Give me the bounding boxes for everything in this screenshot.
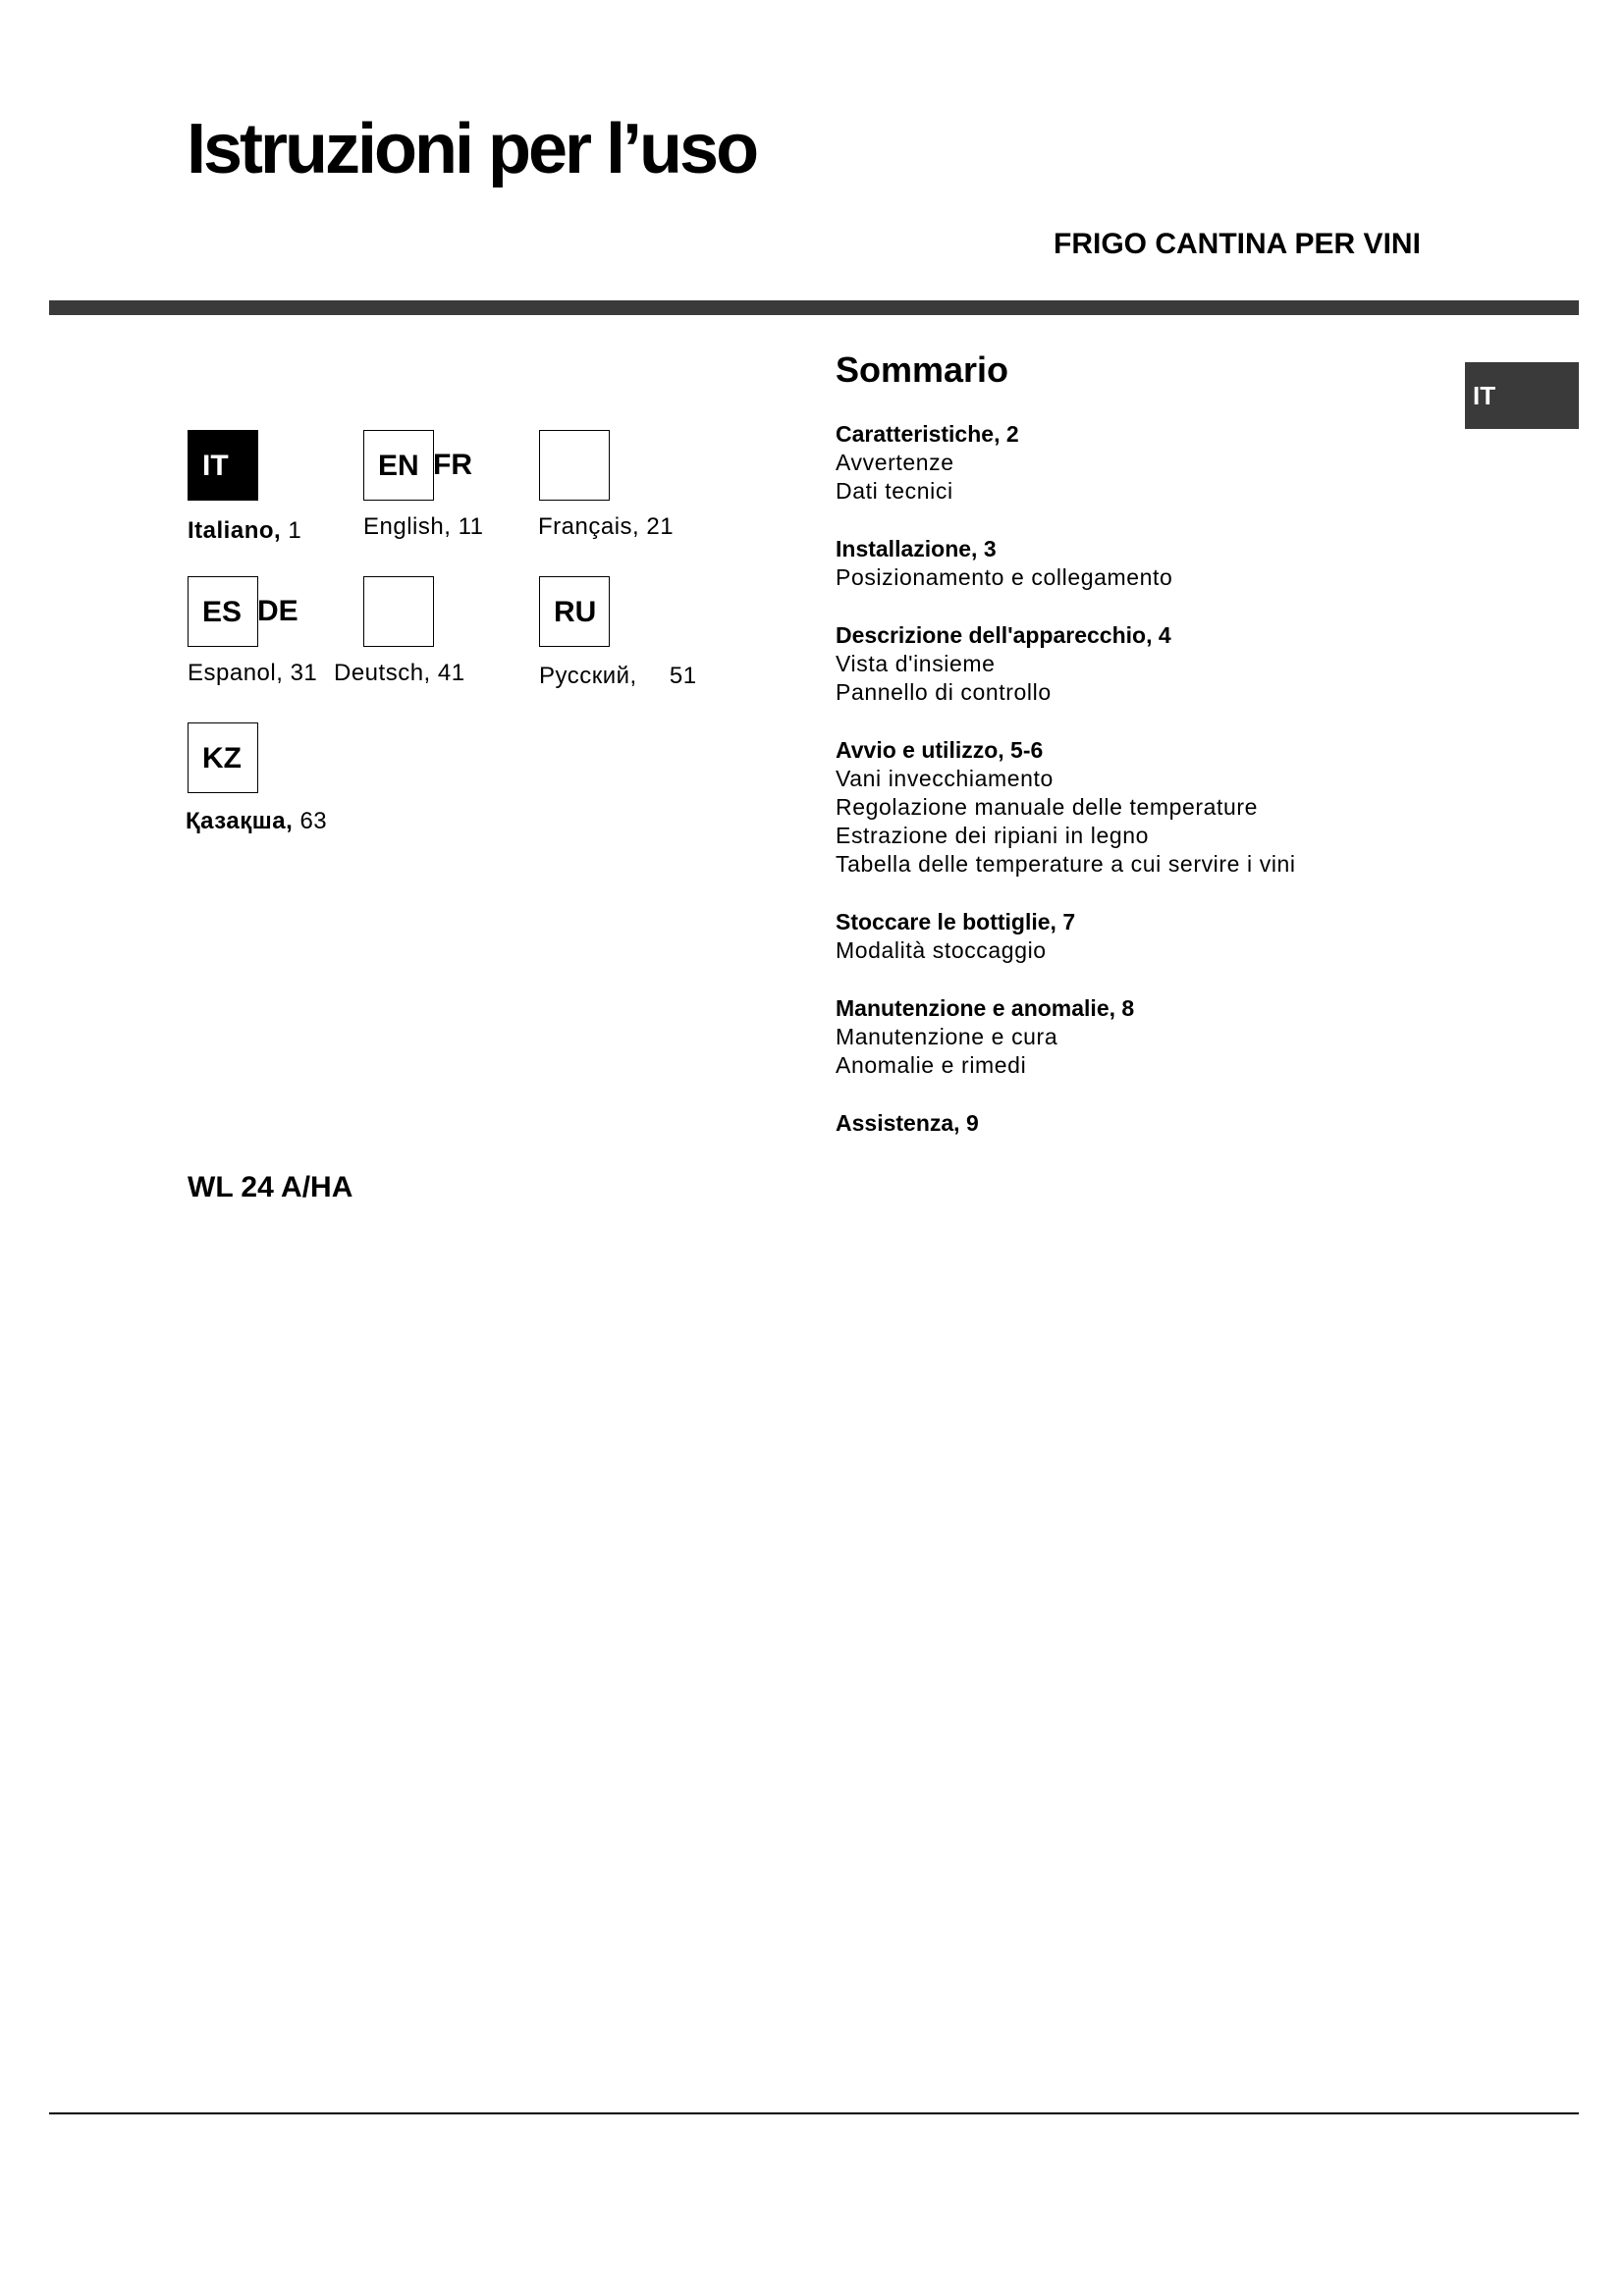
- toc-item[interactable]: Tabella delle temperature a cui servire i vini: [836, 851, 1296, 877]
- lang-page: 31: [290, 660, 318, 686]
- lang-box-kz[interactable]: KZ: [188, 722, 258, 793]
- lang-box-fr[interactable]: [539, 430, 610, 501]
- toc-item[interactable]: Avvertenze: [836, 450, 954, 475]
- lang-page: 21: [646, 513, 675, 540]
- language-tab: IT: [1465, 362, 1579, 429]
- lang-page: 51: [669, 663, 697, 689]
- toc-heading[interactable]: Caratteristiche, 2: [836, 421, 1019, 447]
- model-number: WL 24 A/HA: [188, 1171, 353, 1203]
- toc-section: [836, 736, 1444, 879]
- toc-heading[interactable]: Descrizione dell'apparecchio, 4: [836, 622, 1171, 648]
- toc-section: [836, 535, 1444, 592]
- toc-heading[interactable]: Installazione, 3: [836, 536, 997, 561]
- toc-section: [836, 908, 1444, 965]
- lang-code-fr: FR: [433, 449, 472, 481]
- toc-item[interactable]: Dati tecnici: [836, 478, 953, 504]
- footer-divider: [49, 2112, 1579, 2114]
- lang-code-de: DE: [257, 595, 298, 627]
- lang-label-fr[interactable]: [538, 513, 674, 541]
- lang-box-es[interactable]: ES: [188, 576, 258, 647]
- toc-item[interactable]: Vani invecchiamento: [836, 766, 1054, 791]
- lang-box-en[interactable]: EN: [363, 430, 434, 501]
- lang-label-it[interactable]: [188, 517, 301, 545]
- lang-page: 1: [288, 517, 302, 544]
- lang-label-en[interactable]: [363, 513, 483, 541]
- toc-heading[interactable]: Stoccare le bottiglie, 7: [836, 909, 1076, 934]
- lang-label-kz[interactable]: [186, 808, 327, 835]
- lang-name: Қазақша,: [186, 808, 294, 834]
- header-divider: [49, 300, 1579, 315]
- lang-box-it[interactable]: IT: [188, 430, 258, 501]
- toc-section: [836, 621, 1444, 707]
- page-title: Istruzioni per l’uso: [187, 110, 757, 188]
- toc-section: [836, 994, 1444, 1080]
- lang-name: Espanol,: [188, 660, 284, 686]
- lang-name: Deutsch,: [334, 660, 431, 686]
- toc-heading[interactable]: Manutenzione e anomalie, 8: [836, 995, 1135, 1021]
- toc-heading[interactable]: Avvio e utilizzo, 5-6: [836, 737, 1044, 763]
- lang-page: 41: [437, 660, 465, 686]
- lang-name: English,: [363, 513, 452, 540]
- toc-title: Sommario: [836, 349, 1009, 390]
- table-of-contents: [836, 420, 1444, 1167]
- toc-section: [836, 420, 1444, 506]
- toc-item[interactable]: Posizionamento e collegamento: [836, 564, 1173, 590]
- toc-item[interactable]: Pannello di controllo: [836, 679, 1052, 705]
- lang-name: Français,: [538, 513, 640, 540]
- lang-box-de[interactable]: [363, 576, 434, 647]
- lang-label-de[interactable]: [334, 660, 465, 687]
- toc-item[interactable]: Manutenzione e cura: [836, 1024, 1058, 1049]
- lang-label-es[interactable]: [188, 660, 317, 687]
- toc-item[interactable]: Vista d'insieme: [836, 651, 996, 676]
- toc-section: [836, 1109, 1444, 1138]
- toc-item[interactable]: Anomalie e rimedi: [836, 1052, 1027, 1078]
- lang-box-ru[interactable]: RU: [539, 576, 610, 647]
- lang-page: 63: [299, 808, 328, 834]
- toc-item[interactable]: Estrazione dei ripiani in legno: [836, 823, 1150, 848]
- lang-label-ru[interactable]: [539, 663, 697, 690]
- lang-name: Русский,: [539, 663, 637, 689]
- toc-item[interactable]: Modalità stoccaggio: [836, 937, 1047, 963]
- product-type: FRIGO CANTINA PER VINI: [1054, 228, 1421, 260]
- toc-heading[interactable]: Assistenza, 9: [836, 1110, 979, 1136]
- toc-item[interactable]: Regolazione manuale delle temperature: [836, 794, 1259, 820]
- lang-page: 11: [458, 513, 484, 540]
- lang-name: Italiano,: [188, 517, 282, 544]
